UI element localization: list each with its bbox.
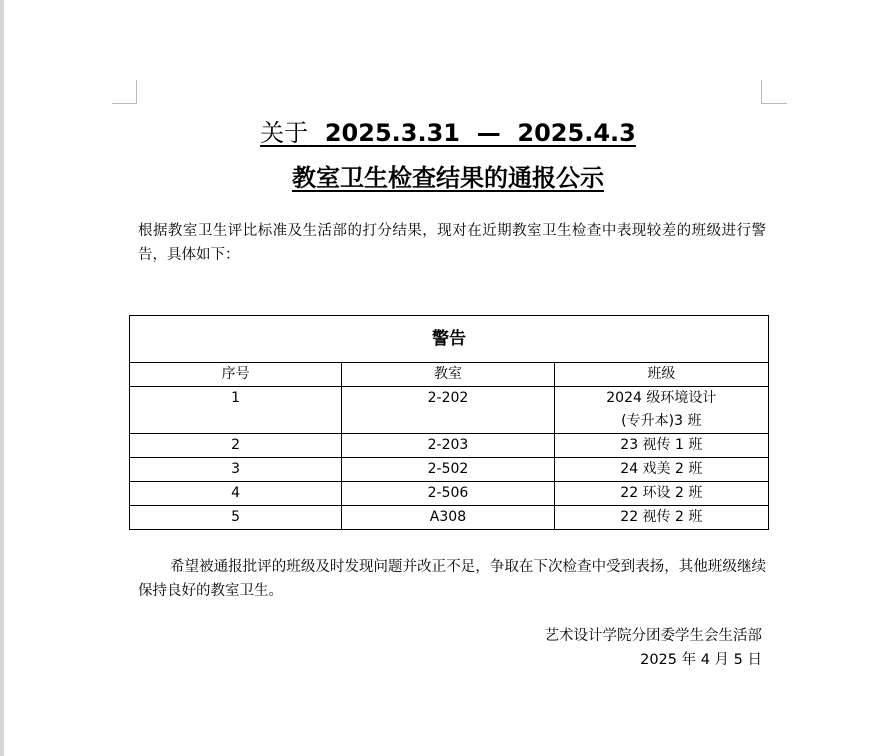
cell-number: 5 — [130, 506, 342, 530]
signature-date: 2025 年 4 月 5 日 — [640, 652, 762, 668]
cell-number: 4 — [130, 482, 342, 506]
title-prefix: 关于 — [260, 119, 309, 147]
table-row — [130, 434, 769, 458]
cell-room: 2-502 — [342, 458, 554, 482]
cell-class: 24 戏美 2 班 — [554, 458, 768, 482]
warning-table — [129, 315, 769, 530]
column-header-number: 序号 — [130, 363, 342, 387]
cell-number: 2 — [130, 434, 342, 458]
intro-paragraph: 根据教室卫生评比标准及生活部的打分结果，现对在近期教室卫生检查中表现较差的班级进行警告，具体如下： — [138, 223, 766, 263]
column-header-room: 教室 — [342, 363, 554, 387]
crop-mark-top-left — [136, 80, 137, 104]
signature-organization: 艺术设计学院分团委学生会生活部 — [544, 628, 762, 644]
column-header-class: 班级 — [554, 363, 768, 387]
table-row — [130, 387, 769, 434]
cell-room: 2-203 — [342, 434, 554, 458]
title-subject: 教室卫生检查结果的通报公示 — [292, 164, 604, 192]
table-row — [130, 482, 769, 506]
title-date-range: 2025.3.31 — 2025.4.3 — [324, 119, 636, 147]
cell-number: 1 — [130, 387, 342, 434]
document-page — [4, 0, 892, 756]
cell-class: 22 视传 2 班 — [554, 506, 768, 530]
crop-mark-top-right — [761, 80, 762, 104]
cell-room: A308 — [342, 506, 554, 530]
crop-mark-top-left — [112, 103, 137, 104]
closing-paragraph: 希望被通报批评的班级及时发现问题并改正不足，争取在下次检查中受到表扬，其他班级继续保持良好的教室卫生。 — [138, 559, 766, 599]
table-row — [130, 506, 769, 530]
cell-class: 22 环设 2 班 — [554, 482, 768, 506]
cell-number: 3 — [130, 458, 342, 482]
document-title-line1 — [4, 113, 892, 148]
cell-room: 2-202 — [342, 387, 554, 434]
cell-class-line2: (专升本)3 班 — [621, 413, 702, 429]
cell-class-line1: 2024 级环境设计 — [606, 390, 717, 406]
table-caption: 警告 — [130, 316, 769, 363]
cell-class: 23 视传 1 班 — [554, 434, 768, 458]
cell-room: 2-506 — [342, 482, 554, 506]
table-row — [130, 458, 769, 482]
document-title-line2 — [4, 158, 892, 193]
cell-class — [554, 387, 768, 434]
crop-mark-top-right — [761, 103, 787, 104]
